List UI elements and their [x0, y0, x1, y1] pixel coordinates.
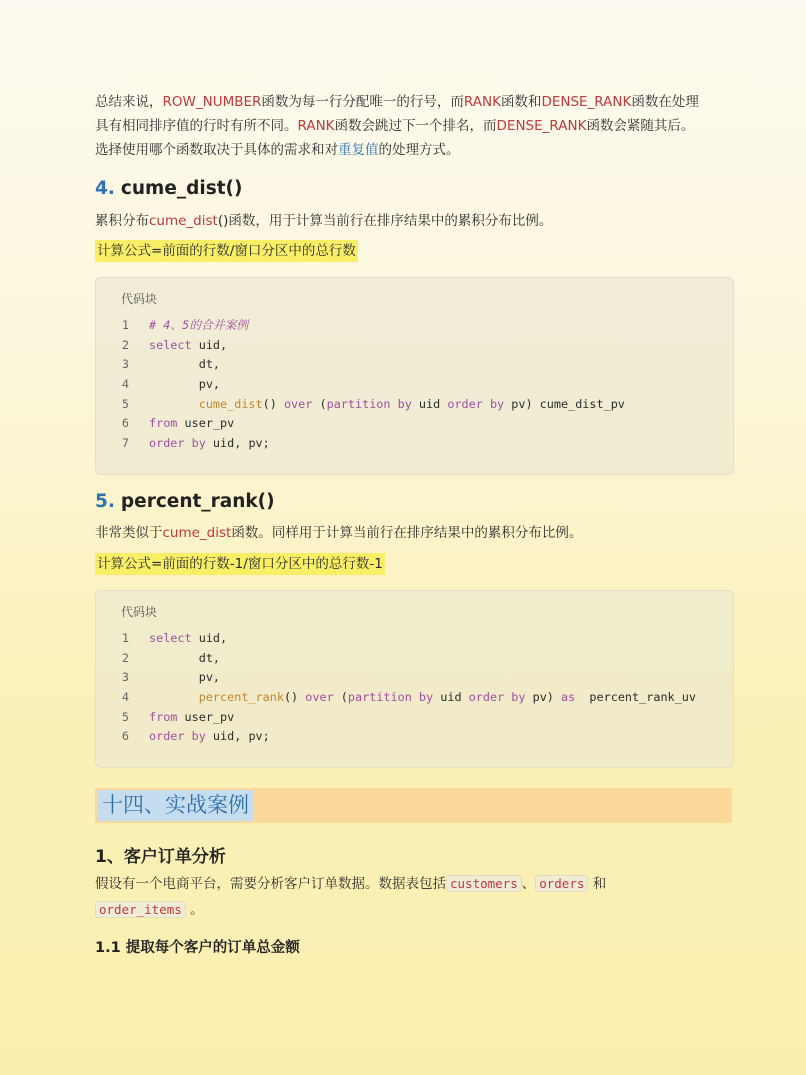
term-dense-rank: DENSE_RANK	[541, 94, 632, 110]
text: 。	[190, 902, 204, 918]
line-number: 5	[121, 396, 129, 411]
text: 具有相同排序值的行时有所不同。	[95, 118, 298, 134]
code-line	[96, 434, 733, 454]
term-cume-dist: cume_dist	[162, 525, 232, 541]
term-row-number: ROW_NUMBER	[162, 94, 262, 110]
code-line	[96, 649, 733, 669]
case-1-heading: 1、客户订单分析	[95, 847, 226, 867]
term-cume-dist: cume_dist	[149, 213, 218, 229]
code-token: cume_dist	[198, 396, 263, 411]
text: 选择使用哪个函数取决于具体的需求和对	[95, 142, 338, 158]
section-4-description	[95, 209, 735, 233]
code-token: user_pv	[177, 709, 235, 724]
code-line	[96, 708, 733, 728]
text: ()函数，用于计算当前行在排序结果中的累积分布比例。	[217, 213, 553, 229]
text: 函数会紧随其后。	[586, 118, 695, 134]
intro-line-2	[95, 114, 735, 138]
code-block-title: 代码块	[121, 605, 158, 619]
section-title: percent_rank()	[120, 491, 275, 512]
text: 总结来说，	[95, 94, 163, 110]
intro-paragraph	[95, 90, 735, 162]
code-token: dt,	[149, 650, 221, 665]
line-number: 7	[121, 436, 129, 451]
section-title: cume_dist()	[120, 178, 243, 199]
code-token: from	[149, 709, 178, 724]
code-line	[96, 375, 733, 395]
code-line	[96, 336, 733, 356]
code-line	[96, 355, 733, 375]
text: 函数和	[500, 94, 542, 110]
intro-line-1	[95, 90, 735, 114]
code-token: (	[333, 690, 348, 705]
code-token: user_pv	[177, 416, 235, 431]
code-token: select	[149, 337, 192, 352]
code-token: uid	[411, 396, 448, 411]
code-token: percent_rank	[198, 690, 284, 705]
text: 非常类似于	[95, 525, 163, 541]
code-token: order by	[447, 396, 505, 411]
code-token: ()	[283, 690, 306, 705]
term-rank: RANK	[297, 118, 335, 134]
chapter-title: 十四、实战案例	[98, 790, 253, 821]
text: 的处理方式。	[378, 142, 460, 158]
code-token: (	[312, 396, 327, 411]
code-token: pv) cume_dist_pv	[504, 396, 625, 411]
code-token: as	[561, 690, 576, 705]
line-number: 3	[121, 357, 129, 372]
code-line	[96, 688, 733, 708]
line-number: 6	[121, 416, 129, 431]
code-token: pv)	[525, 690, 561, 705]
code-line	[96, 727, 733, 747]
term-duplicate-values: 重复值	[338, 142, 379, 158]
code-block-percent-rank[interactable]	[95, 590, 734, 768]
line-number: 2	[121, 337, 129, 352]
code-token: pv,	[149, 670, 221, 685]
line-number: 1	[121, 318, 129, 332]
code-block-title: 代码块	[121, 292, 158, 306]
code-token: uid,	[191, 337, 228, 352]
text: 累积分布	[95, 213, 149, 229]
code-token	[149, 690, 199, 704]
code-token: percent_rank_uv	[575, 690, 696, 705]
inline-code-orders: orders	[535, 875, 588, 892]
text: 函数在处理	[631, 94, 699, 110]
code-token: uid, pv;	[205, 729, 270, 744]
code-token: partition by	[326, 396, 412, 411]
code-token: partition by	[347, 690, 434, 705]
section-5-heading	[95, 489, 275, 515]
code-token: from	[149, 416, 178, 431]
code-token: uid,	[191, 631, 228, 645]
text: 、	[521, 876, 536, 892]
section-4-heading	[95, 176, 242, 202]
line-number: 3	[121, 670, 129, 685]
code-line	[96, 395, 733, 415]
code-token: over	[283, 396, 313, 411]
code-line	[96, 629, 733, 649]
code-token	[149, 397, 199, 411]
section-5-description	[95, 521, 735, 545]
code-token: dt,	[149, 357, 221, 372]
case-1-1-heading: 1.1 提取每个客户的订单总金额	[95, 940, 300, 956]
text: 假设有一个电商平台，需要分析客户订单数据。数据表包括	[95, 876, 446, 892]
code-block-cume-dist[interactable]	[95, 277, 734, 475]
inline-code-customers: customers	[446, 875, 522, 892]
code-token: order by	[468, 690, 526, 705]
code-token: uid	[433, 690, 469, 705]
code-token: select	[149, 631, 192, 645]
code-token: # 4、5的合并案例	[149, 318, 249, 332]
line-number: 2	[121, 650, 129, 665]
chapter-heading	[95, 788, 732, 823]
inline-code-order-items: order_items	[95, 901, 186, 918]
code-token: order by	[149, 436, 206, 451]
code-token: pv,	[149, 377, 221, 392]
code-token: ()	[262, 396, 284, 411]
code-token: order by	[149, 729, 206, 744]
intro-line-3	[95, 138, 735, 162]
section-number: 5.	[95, 491, 115, 512]
line-number: 6	[121, 729, 129, 744]
section-number: 4.	[95, 178, 115, 199]
code-token: over	[305, 690, 334, 705]
code-token: uid, pv;	[205, 436, 270, 451]
section-5-formula: 计算公式=前面的行数-1/窗口分区中的总行数-1	[95, 553, 385, 575]
code-line	[96, 668, 733, 688]
term-dense-rank: DENSE_RANK	[496, 118, 587, 134]
line-number: 5	[121, 709, 129, 724]
term-rank: RANK	[463, 94, 501, 110]
line-number: 1	[121, 631, 129, 645]
case-1-description	[95, 872, 735, 922]
code-line	[96, 414, 733, 434]
code-lines	[96, 316, 733, 454]
text: 函数。同样用于计算当前行在排序结果中的累积分布比例。	[231, 525, 583, 541]
text: 函数会跳过下一个排名，而	[334, 118, 497, 134]
text: 和	[592, 876, 607, 892]
section-4-formula: 计算公式=前面的行数/窗口分区中的总行数	[95, 240, 358, 262]
line-number: 4	[121, 690, 129, 705]
line-number: 4	[121, 377, 129, 392]
code-line	[96, 316, 733, 336]
text: 函数为每一行分配唯一的行号，而	[261, 94, 464, 110]
code-lines	[96, 629, 733, 747]
